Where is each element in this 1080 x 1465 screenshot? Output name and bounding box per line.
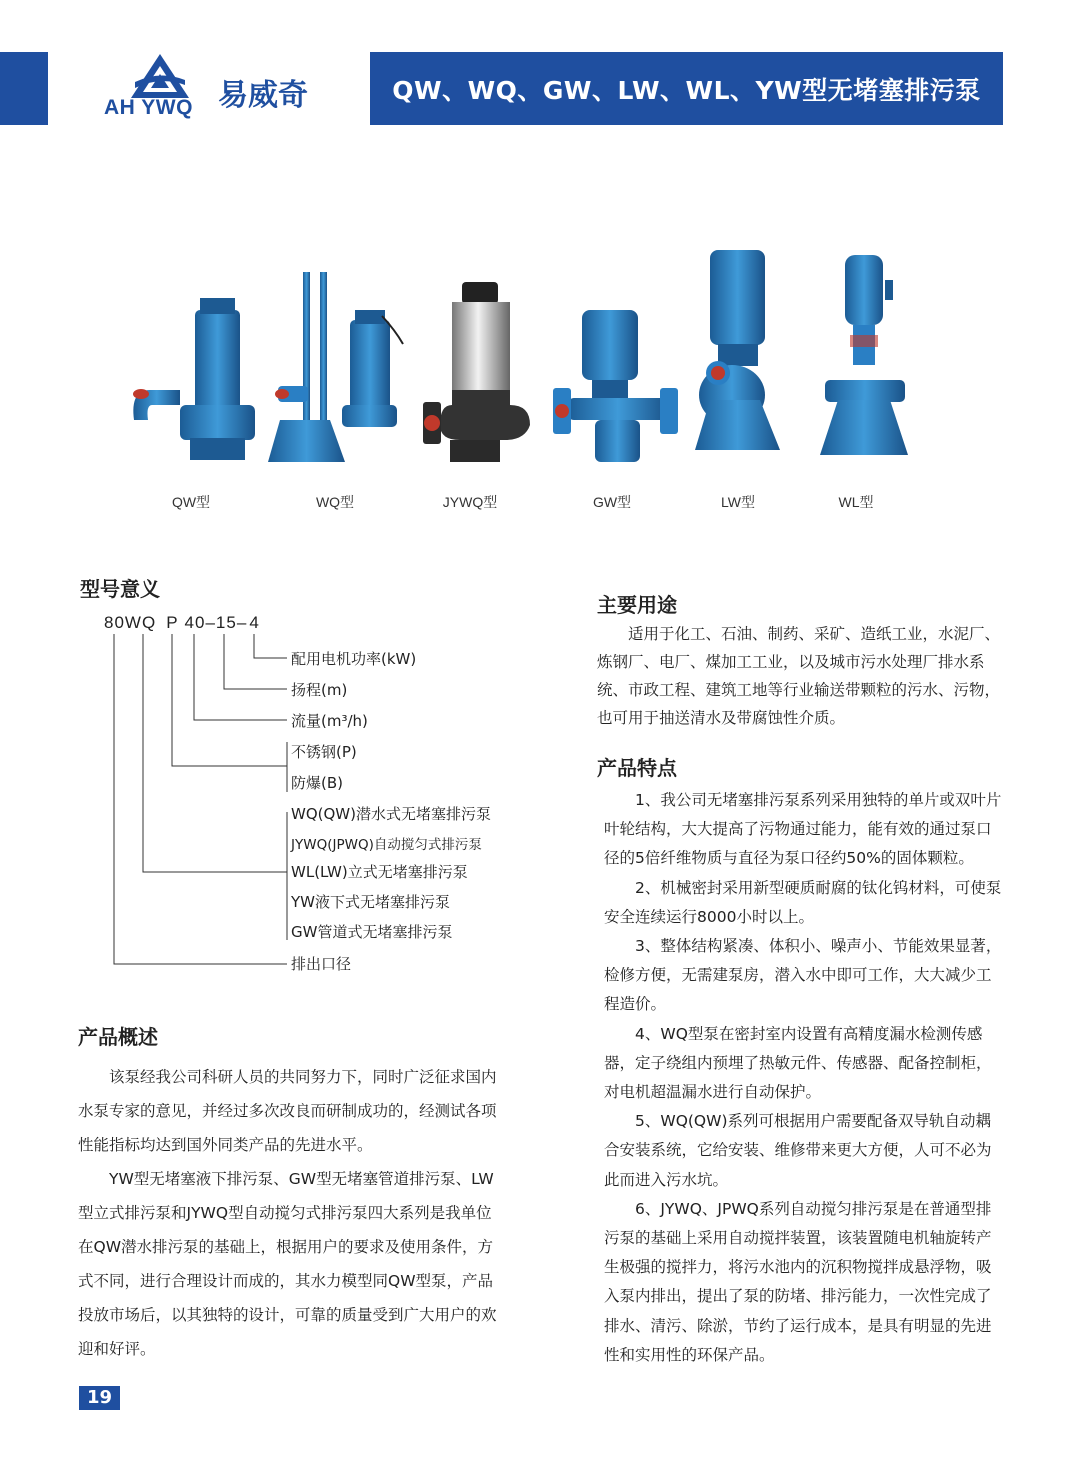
usage-body	[597, 620, 1005, 732]
model-tree-item: 防爆(B)	[291, 774, 343, 792]
model-meaning-heading: 型号意义	[80, 577, 160, 601]
feature-item: 4、WQ型泵在密封室内设置有高精度漏水检测传感器，定子绕组内预埋了热敏元件、传感器、配备控制柜，对电机超温漏水进行自动保护。	[604, 1024, 992, 1102]
pump-illustrations	[120, 240, 920, 520]
overview-paragraph: YW型无堵塞液下排污泵、GW型无堵塞管道排污泵、LW型立式排污泵和JYWQ型自动搅匀式排污泵四大系列是我单位在QW潜水排污泵的基础上，根据用户的要求及使用条件，方式不同，进行合理设计而成的，其水力模型同QW型泵，产品投放市场后，以其独特的设计，可靠的质量受到广大用户的欢迎和好评。	[78, 1170, 497, 1358]
qw-pump-icon	[133, 298, 255, 460]
model-tree-item: 流量(m³/h)	[291, 712, 368, 730]
feature-item: 5、WQ(QW)系列可根据用户需要配备双导轨自动耦合安装系统，它给安装、维修带来更大方便，人可不必为此而进入污水坑。	[604, 1112, 992, 1189]
product-label: QW型	[171, 494, 211, 510]
features-body	[604, 786, 1006, 1370]
page-number: 19	[79, 1386, 120, 1410]
model-tree-item: JYWQ(JPWQ)自动搅匀式排污泵	[291, 837, 482, 853]
feature-item: 6、JYWQ、JPWQ系列自动搅匀排污泵是在普通型排污泵的基础上采用自动搅拌装置，该装置随电机轴旋转产生极强的搅拌力，将污水池内的沉积物搅拌成悬浮物，吸入泵内排出，提出了泵的防堵、排污能力，一次性完成了排水、清污、除淤，节约了运行成本，是具有明显的先进性和实用性的环保产品。	[604, 1199, 992, 1364]
jywq-pump-icon	[423, 282, 530, 462]
overview-heading: 产品概述	[78, 1025, 158, 1049]
model-tree-item: 扬程(m)	[291, 681, 348, 699]
logo-mark-icon	[125, 52, 195, 102]
feature-item: 3、整体结构紧凑、体积小、噪声小、节能效果显著，检修方便，无需建泵房，潜入水中即可工作，大大减少工程造价。	[604, 937, 1002, 1014]
header-left-bar	[0, 52, 48, 125]
code-part: 80	[104, 613, 125, 632]
model-tree-item: 排出口径	[291, 955, 352, 973]
code-part: 4	[249, 613, 260, 632]
product-label: LW型	[721, 494, 755, 510]
code-part: –	[236, 613, 248, 632]
brand-chinese: 易威奇	[218, 78, 308, 113]
model-tree-item: 配用电机功率(kW)	[291, 650, 417, 668]
wl-pump-icon	[820, 255, 908, 455]
overview-body	[78, 1060, 498, 1366]
brand-english: AH YWQ	[104, 96, 193, 119]
gw-pump-icon	[553, 310, 678, 462]
company-logo	[103, 52, 333, 127]
feature-item: 2、机械密封采用新型硬质耐腐的钛化钨材料，可使泵安全连续运行8000小时以上。	[604, 878, 1002, 926]
code-part: WQ	[124, 613, 157, 632]
code-part: P	[166, 613, 179, 632]
model-tree-item: 不锈钢(P)	[291, 743, 357, 761]
product-label: WQ型	[315, 494, 355, 510]
page-title-bar	[370, 52, 1003, 125]
product-label: GW型	[592, 494, 632, 510]
usage-heading: 主要用途	[597, 593, 677, 617]
model-tree-item: WQ(QW)潜水式无堵塞排污泵	[291, 805, 491, 823]
usage-paragraph: 适用于化工、石油、制药、采矿、造纸工业，水泥厂、炼钢厂、电厂、煤加工工业，以及城市污水处理厂排水系统、市政工程、建筑工地等行业输送带颗粒的污水、污物，也可用于抽送清水及带腐蚀性介质。	[597, 625, 1001, 727]
model-tree-item: YW液下式无堵塞排污泵	[291, 893, 450, 911]
code-part: 40	[184, 613, 206, 632]
product-label: WL型	[838, 494, 874, 510]
model-tree-item: GW管道式无堵塞排污泵	[291, 923, 453, 941]
model-tree-item: WL(LW)立式无堵塞排污泵	[291, 863, 468, 881]
model-code	[104, 613, 266, 633]
overview-paragraph: 该泵经我公司科研人员的共同努力下，同时广泛征求国内水泵专家的意见，并经过多次改良而研制成功的，经测试各项性能指标均达到国外同类产品的先进水平。	[78, 1068, 497, 1154]
page-title: QW、WQ、GW、LW、WL、YW型无堵塞排污泵	[392, 75, 981, 105]
product-label: JYWQ型	[442, 494, 498, 510]
feature-item: 1、我公司无堵塞排污泵系列采用独特的单片或双叶片叶轮结构，大大提高了污物通过能力，能有效的通过泵口径的5倍纤维物质与直径为泵口径约50%的固体颗粒。	[604, 791, 1002, 868]
lw-pump-icon	[695, 250, 780, 450]
features-heading: 产品特点	[597, 756, 677, 780]
code-part: –15	[205, 613, 237, 632]
wq-pump-icon	[268, 272, 403, 462]
